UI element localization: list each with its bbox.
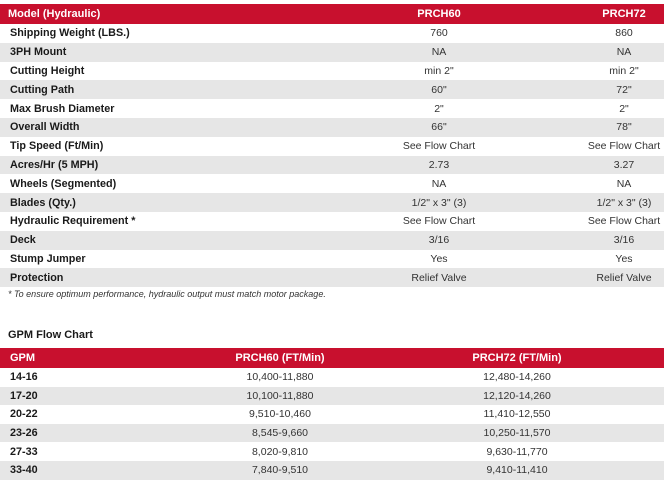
gpm-row-gpm: 33-40: [0, 461, 190, 480]
gpm-row-prch72: 12,120-14,260: [370, 387, 664, 406]
spec-row-prch60: 3/16: [294, 231, 584, 250]
gpm-row-prch72: 11,410-12,550: [370, 405, 664, 424]
spec-table: [0, 4, 664, 287]
gpm-row-gpm: 27-33: [0, 442, 190, 461]
spec-row-prch60: Relief Valve: [294, 268, 584, 287]
spec-row-label: Cutting Path: [0, 80, 294, 99]
spec-row-prch60: NA: [294, 174, 584, 193]
spec-row-label: Overall Width: [0, 118, 294, 137]
spec-row-prch72: 860: [584, 24, 664, 43]
spec-row: [0, 268, 664, 287]
gpm-row-prch60: 10,100-11,880: [190, 387, 370, 406]
spec-row-label: 3PH Mount: [0, 43, 294, 62]
spec-header-model: Model (Hydraulic): [0, 4, 294, 24]
spec-row-prch60: Yes: [294, 250, 584, 269]
spec-row: [0, 24, 664, 43]
gpm-row-gpm: 23-26: [0, 424, 190, 443]
spec-row-label: Acres/Hr (5 MPH): [0, 156, 294, 175]
spec-row-prch72: 78": [584, 118, 664, 137]
gpm-flow-table: [0, 348, 664, 480]
spec-row: [0, 193, 664, 212]
spec-header-prch72: PRCH72: [584, 4, 664, 24]
spec-row-prch72: 3/16: [584, 231, 664, 250]
spec-row-prch60: See Flow Chart: [294, 212, 584, 231]
spec-row-prch60: min 2": [294, 62, 584, 81]
gpm-chart-title: GPM Flow Chart: [8, 329, 93, 341]
gpm-row-prch72: 9,630-11,770: [370, 442, 664, 461]
spec-row-prch60: NA: [294, 43, 584, 62]
gpm-header-row: [0, 348, 664, 368]
spec-row-label: Protection: [0, 268, 294, 287]
spec-header-row: [0, 4, 664, 24]
spec-row-prch72: NA: [584, 43, 664, 62]
spec-row-prch60: 2.73: [294, 156, 584, 175]
spec-row-prch60: 1/2" x 3" (3): [294, 193, 584, 212]
gpm-row: [0, 424, 664, 443]
spec-row-prch72: 3.27: [584, 156, 664, 175]
spec-row-label: Stump Jumper: [0, 250, 294, 269]
spec-row: [0, 62, 664, 81]
spec-row: [0, 137, 664, 156]
spec-row-prch72: Relief Valve: [584, 268, 664, 287]
spec-row-prch60: 60": [294, 80, 584, 99]
spec-row-label: Cutting Height: [0, 62, 294, 81]
spec-row-prch72: 72": [584, 80, 664, 99]
gpm-row-prch60: 7,840-9,510: [190, 461, 370, 480]
spec-row-prch60: See Flow Chart: [294, 137, 584, 156]
spec-row-prch72: See Flow Chart: [584, 137, 664, 156]
spec-row: [0, 174, 664, 193]
spec-header-prch60: PRCH60: [294, 4, 584, 24]
gpm-row-gpm: 20-22: [0, 405, 190, 424]
spec-row: [0, 99, 664, 118]
spec-row: [0, 231, 664, 250]
spec-row-prch72: min 2": [584, 62, 664, 81]
spec-row: [0, 156, 664, 175]
gpm-header-prch72: PRCH72 (FT/Min): [370, 348, 664, 368]
gpm-row: [0, 461, 664, 480]
gpm-row-prch72: 12,480-14,260: [370, 368, 664, 387]
gpm-header-gpm: GPM: [0, 348, 190, 368]
spec-row-label: Deck: [0, 231, 294, 250]
gpm-row-gpm: 17-20: [0, 387, 190, 406]
spec-row-prch60: 2": [294, 99, 584, 118]
spec-row-prch72: 2": [584, 99, 664, 118]
gpm-row: [0, 442, 664, 461]
spec-row-label: Max Brush Diameter: [0, 99, 294, 118]
spec-row-prch72: 1/2" x 3" (3): [584, 193, 664, 212]
gpm-row-prch60: 10,400-11,880: [190, 368, 370, 387]
spec-row: [0, 212, 664, 231]
spec-row-prch60: 760: [294, 24, 584, 43]
spec-row-label: Wheels (Segmented): [0, 174, 294, 193]
spec-row: [0, 250, 664, 269]
footnote: * To ensure optimum performance, hydraulic output must match motor package.: [8, 289, 326, 299]
spec-row-label: Shipping Weight (LBS.): [0, 24, 294, 43]
gpm-row-prch60: 9,510-10,460: [190, 405, 370, 424]
spec-row: [0, 43, 664, 62]
gpm-row-gpm: 14-16: [0, 368, 190, 387]
spec-row-label: Tip Speed (Ft/Min): [0, 137, 294, 156]
spec-row-prch72: See Flow Chart: [584, 212, 664, 231]
spec-row-prch72: Yes: [584, 250, 664, 269]
spec-row-label: Blades (Qty.): [0, 193, 294, 212]
gpm-header-prch60: PRCH60 (FT/Min): [190, 348, 370, 368]
gpm-row-prch60: 8,020-9,810: [190, 442, 370, 461]
gpm-row-prch72: 9,410-11,410: [370, 461, 664, 480]
spec-row-prch72: NA: [584, 174, 664, 193]
gpm-row: [0, 387, 664, 406]
spec-row: [0, 80, 664, 99]
spec-row-label: Hydraulic Requirement *: [0, 212, 294, 231]
gpm-row-prch60: 8,545-9,660: [190, 424, 370, 443]
spec-row-prch60: 66": [294, 118, 584, 137]
gpm-row: [0, 368, 664, 387]
gpm-row: [0, 405, 664, 424]
gpm-row-prch72: 10,250-11,570: [370, 424, 664, 443]
spec-row: [0, 118, 664, 137]
